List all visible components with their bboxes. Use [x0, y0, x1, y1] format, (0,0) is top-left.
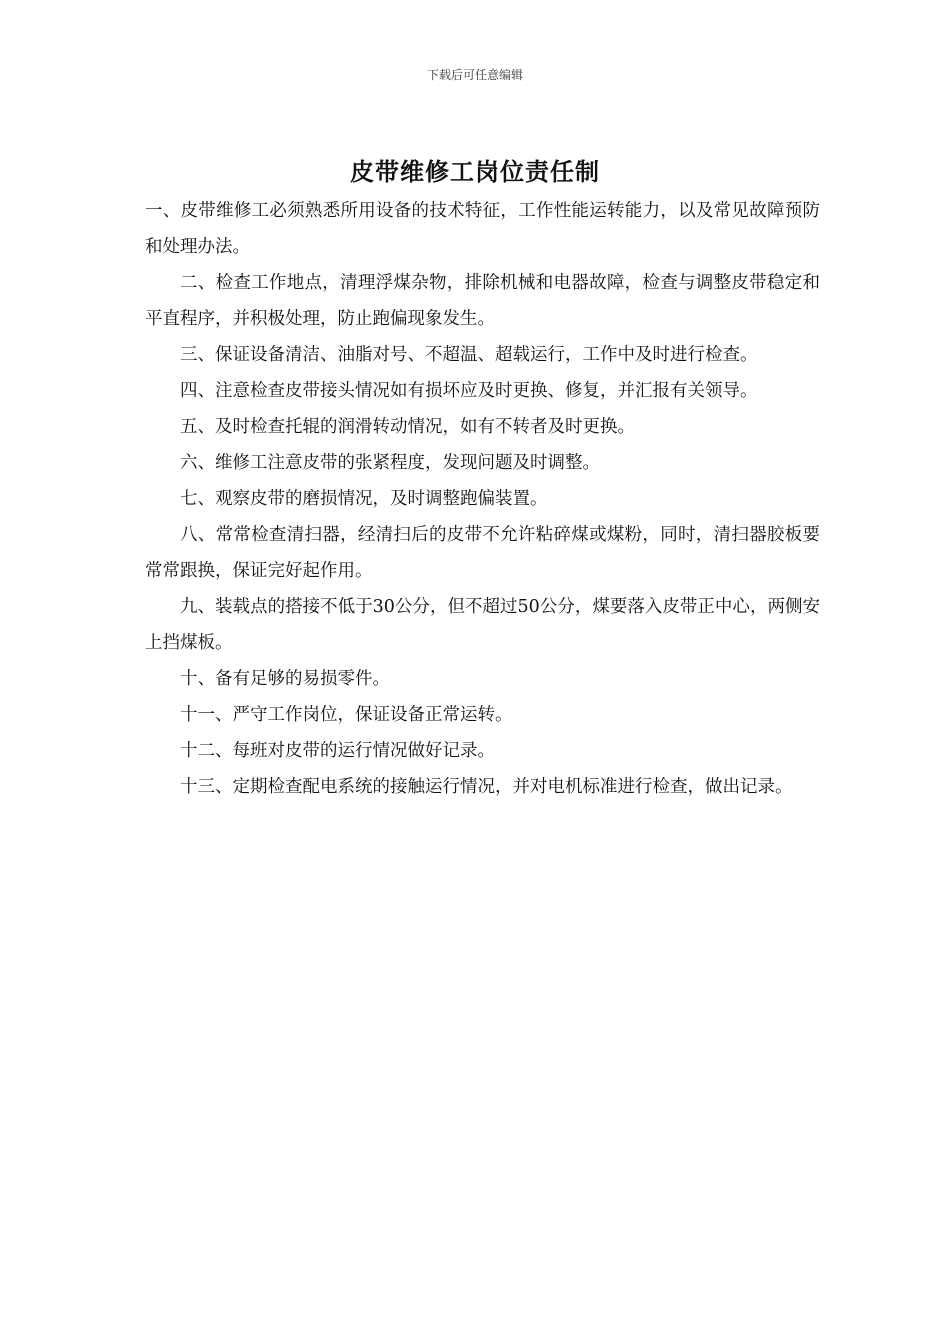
document-body — [145, 193, 820, 805]
paragraph-10: 十、备有足够的易损零件。 — [180, 669, 390, 689]
paragraph-12: 十二、每班对皮带的运行情况做好记录。 — [180, 741, 495, 761]
paragraph-1: 一、皮带维修工必须熟悉所用设备的技术特征，工作性能运转能力，以及常见故障预防和处理办法。 — [145, 201, 820, 257]
document-title: 皮带维修工岗位责任制 — [350, 158, 600, 186]
paragraph-13: 十三、定期检查配电系统的接触运行情况，并对电机标准进行检查，做出记录。 — [180, 777, 793, 797]
paragraph-9: 九、装载点的搭接不低于30公分，但不超过50公分，煤要落入皮带正中心，两侧安上挡煤板。 — [145, 597, 820, 653]
header-note: 下载后可任意编辑 — [426, 68, 523, 82]
paragraph-4: 四、注意检查皮带接头情况如有损坏应及时更换、修复，并汇报有关领导。 — [180, 381, 758, 401]
paragraph-11: 十一、严守工作岗位，保证设备正常运转。 — [180, 705, 513, 725]
paragraph-5: 五、及时检查托辊的润滑转动情况，如有不转者及时更换。 — [180, 417, 635, 437]
paragraph-3: 三、保证设备清洁、油脂对号、不超温、超载运行，工作中及时进行检查。 — [180, 345, 758, 365]
paragraph-2: 二、检查工作地点，清理浮煤杂物，排除机械和电器故障，检查与调整皮带稳定和平直程序，并积极处理，防止跑偏现象发生。 — [145, 273, 820, 329]
paragraph-8: 八、常常检查清扫器，经清扫后的皮带不允许粘碎煤或煤粉，同时，清扫器胶板要常常跟换，保证完好起作用。 — [145, 525, 820, 581]
paragraph-7: 七、观察皮带的磨损情况，及时调整跑偏装置。 — [180, 489, 548, 509]
paragraph-6: 六、维修工注意皮带的张紧程度，发现问题及时调整。 — [180, 453, 600, 473]
